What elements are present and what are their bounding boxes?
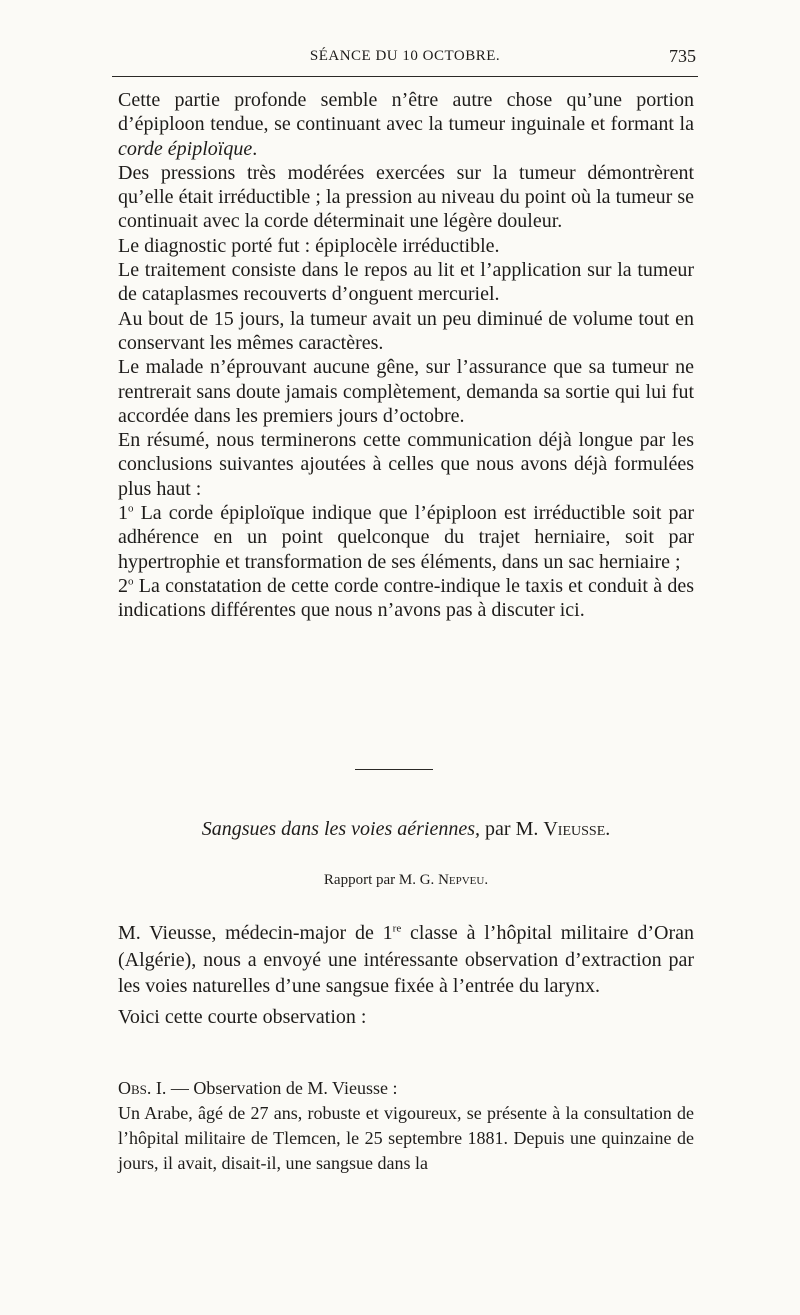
report-paragraph-2: Voici cette courte observation : <box>118 1005 367 1028</box>
page-number: 735 <box>669 46 696 66</box>
running-head: SÉANCE DU 10 OCTOBRE. <box>309 48 501 64</box>
observation-body: Un Arabe, âgé de 27 ans, robuste et vigoureux, se présente à la consultation de l’hôpital militaire de Tlemcen, le 25 septembre 1881. Depuis une quinzaine de jours, il avait, disait-il, une sangsue dans la <box>118 1103 694 1173</box>
conclusion-2: 2$^o$ La constatation de cette corde contre-indique le taxis et conduit à des indications différentes que nous n’avons pas à discuter ici. <box>118 574 694 622</box>
paragraph-5: Au bout de 15 jours, la tumeur avait un peu diminué de volume tout en conservant les mêmes caractères. <box>118 307 694 354</box>
report-text <box>118 920 694 1034</box>
paragraph-2: Des pressions très modérées exercées sur la tumeur démontrèrent qu’elle était irréductible ; la pression au niveau du point où la tumeur se continuait avec la corde déterminait une légère douleur. <box>118 161 694 233</box>
observation-heading: Obs. I. — Observation de M. Vieusse : <box>118 1078 398 1098</box>
report-paragraph-1: M. Vieusse, médecin-major de 1re classe à l’hôpital militaire d’Oran (Algérie), nous a envoyé une intéressante observation d’extraction par les voies naturelles d’une sangsue fixée à l’entrée du larynx. <box>118 922 694 997</box>
section-divider <box>355 769 433 770</box>
observation-text <box>118 1076 694 1176</box>
paragraph-4: Le traitement consiste dans le repos au lit et l’application sur la tumeur de cataplasmes recouverts d’onguent mercuriel. <box>118 259 694 306</box>
emphasis-corde-epiploique: corde épiploïque <box>118 137 253 160</box>
article-title: Sangsues dans les voies aériennes, par M. Vieusse. <box>201 818 611 840</box>
page-header <box>112 44 698 74</box>
conclusion-1: 1$^o$ La corde épiploïque indique que l’épiploon est irréductible soit par adhérence en un point quelconque du trajet herniaire, soit par hypertrophie et transformation de ses éléments, dans un sac herniaire ; <box>118 502 694 573</box>
paragraph-7: En résumé, nous terminerons cette communication déjà longue par les conclusions suivantes ajoutées à celles que nous avons déjà formulées plus haut : <box>118 429 694 500</box>
paragraph-1: Cette partie profonde semble n’être autre chose qu’une portion d’épiploon tendue, se continuant avec la tumeur inguinale et formant la corde épiploïque. <box>118 89 694 160</box>
main-text <box>118 88 694 623</box>
paragraph-3: Le diagnostic porté fut : épiplocèle irréductible. <box>118 234 500 257</box>
paragraph-6: Le malade n’éprouvant aucune gêne, sur l’assurance que sa tumeur ne rentrerait sans doute jamais complètement, demanda sa sortie qui lui fut accordée dans les premiers jours d’octobre. <box>118 356 694 427</box>
header-rule <box>112 76 698 77</box>
report-byline: Rapport par M. G. Nepveu. <box>323 872 489 888</box>
